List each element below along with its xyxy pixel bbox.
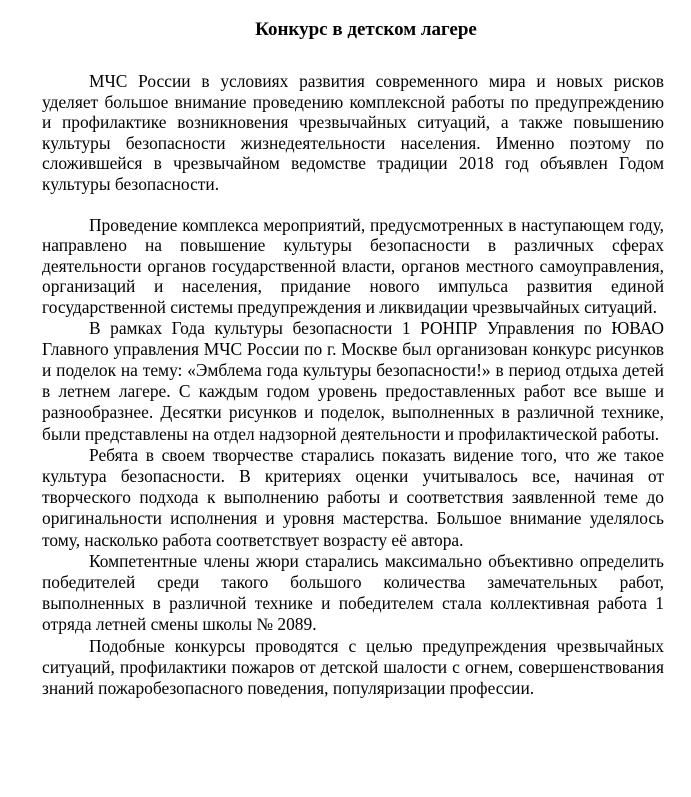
paragraph-creativity: Ребята в своем творчестве старались показать видение того, что же такое культура безопасности. В критериях оценки учитывалось все, начиная от творческого подхода к выполнению работы и соответствия заявленной теме до оригинальности исполнения и уровня мастерства. Большое внимание уделялось тому, насколько работа соответствует возрасту её автора.: [42, 444, 664, 550]
paragraph-jury: Компетентные члены жюри старались максимально объективно определить победителей среди такого большого количества замечательных работ, выполненных в различной технике и победителем стала коллективная работа 1 отряда летней смены школы № 2089.: [42, 550, 664, 635]
paragraph-measures: Проведение комплекса мероприятий, предусмотренных в наступающем году, направлено на повышение культуры безопасности в различных сферах деятельности органов государственной власти, органов местного самоуправления, организаций и населения, придание нового импульса развития единой государственной системы предупреждения и ликвидации чрезвычайных ситуаций.: [42, 214, 664, 317]
paragraph-contest: В рамках Года культуры безопасности 1 РОНПР Управления по ЮВАО Главного управления МЧС России по г. Москве был организован конкурс рисунков и поделок на тему: «Эмблема года культуры безопасности!» в период отдыха детей в летнем лагере. С каждым годом уровень предоставленных работ все выше и разнообразнее. Десятки рисунков и поделок, выполненных в различной технике, были представлены на отдел надзорной деятельности и профилактической работы.: [42, 317, 664, 444]
paragraph-intro: МЧС России в условиях развития современного мира и новых рисков уделяет большое внимание проведению комплексной работы по предупреждению и профилактике возникновения чрезвычайных ситуаций, а также повышению культуры безопасности жизнедеятельности населения. Именно поэтому по сложившейся в чрезвычайном ведомстве традиции 2018 год объявлен Годом культуры безопасности.: [42, 71, 664, 194]
paragraph-purpose: Подобные конкурсы проводятся с целью предупреждения чрезвычайных ситуаций, профилактики пожаров от детской шалости с огнем, совершенствования знаний пожаробезопасного поведения, популяризации профессии.: [42, 635, 664, 698]
document-page: [42, 18, 664, 699]
document-title: Конкурс в детском лагере: [255, 19, 477, 40]
